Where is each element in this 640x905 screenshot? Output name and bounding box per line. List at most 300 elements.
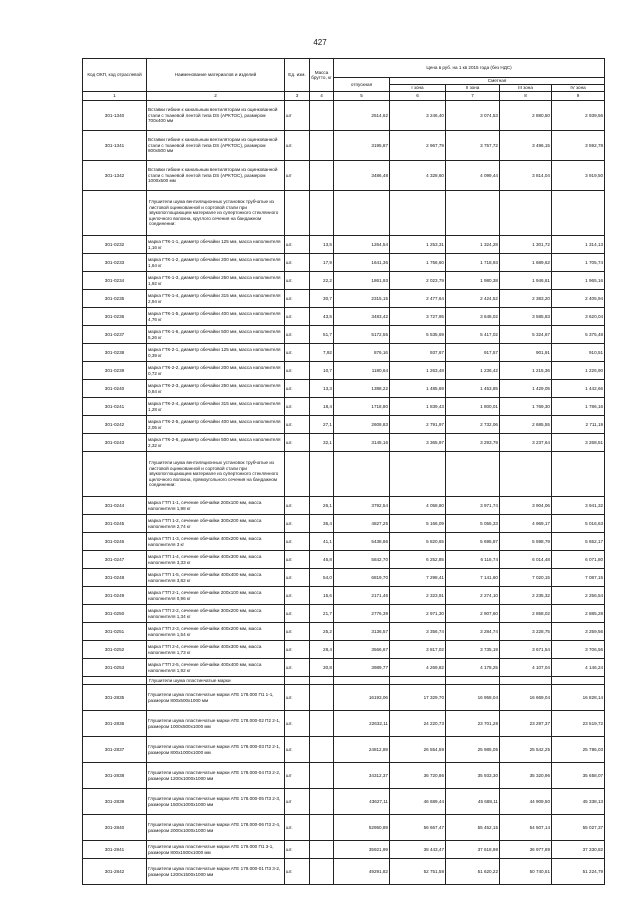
row-zone-3-price: 2 858,02 xyxy=(500,605,552,623)
row-mass xyxy=(310,859,334,885)
column-number: 3 xyxy=(285,92,310,101)
row-zone-2-price: 35 933,30 xyxy=(446,763,500,789)
table-row xyxy=(83,380,605,398)
row-mass: 15,6 xyxy=(310,587,334,605)
row-mass xyxy=(310,711,334,737)
row-mass: 17,9 xyxy=(310,254,334,272)
row-zone-2-price: 2 732,06 xyxy=(446,416,500,434)
row-unit: шт. xyxy=(285,737,310,763)
row-zone-4-price: 1 226,90 xyxy=(552,362,605,380)
row-release-price: 3792,54 xyxy=(334,497,390,515)
row-name: Глушители шума пластинчатые марки АТЕ 178.000-05 П3 2-3, размером 1500х1000х1000 мм xyxy=(147,789,285,815)
row-zone-4-price xyxy=(552,191,605,236)
row-name: Глушители шума пластинчатые марки АТЕ 178.000 П1 1-1, размером 800х500х1000 мм xyxy=(147,685,285,711)
row-zone-2-price: 23 701,28 xyxy=(446,711,500,737)
row-zone-3-price: 4 969,17 xyxy=(500,515,552,533)
column-number: 9 xyxy=(552,92,605,101)
row-zone-2-price: 5 417,02 xyxy=(446,326,500,344)
row-unit: шт. xyxy=(285,587,310,605)
row-code xyxy=(83,191,147,236)
row-zone-1-price: 7 298,41 xyxy=(390,569,446,587)
row-zone-3-price: 44 909,50 xyxy=(500,789,552,815)
row-release-price: 3566,67 xyxy=(334,641,390,659)
row-zone-2-price xyxy=(446,677,500,685)
row-unit: шт. xyxy=(285,711,310,737)
row-unit xyxy=(285,191,310,236)
row-release-price: 3989,77 xyxy=(334,659,390,677)
column-number: 8 xyxy=(500,92,552,101)
row-release-price: 49291,82 xyxy=(334,859,390,885)
row-zone-1-price: 56 667,47 xyxy=(390,815,446,841)
row-zone-1-price: 36 720,86 xyxy=(390,763,446,789)
row-name: марка ГТП 2-4, сечение обечайки 400х300 мм, масса наполнителя 1,73 кг xyxy=(147,641,285,659)
row-zone-3-price: 3 814,04 xyxy=(500,161,552,191)
row-zone-4-price: 5 016,63 xyxy=(552,515,605,533)
row-code: 301-0253 xyxy=(83,659,147,677)
row-zone-3-price: 2 880,50 xyxy=(500,101,552,131)
row-name: марка ГТП 1-4, сечение обечайки 400х300 мм, масса наполнителя 3,33 кг xyxy=(147,551,285,569)
row-zone-1-price: 2 791,97 xyxy=(390,416,446,434)
row-zone-4-price: 2 939,56 xyxy=(552,101,605,131)
row-mass xyxy=(310,161,334,191)
row-zone-1-price: 2 477,64 xyxy=(390,290,446,308)
row-name: Глушители шума пластинчатые марки АТЕ 178.000-06 П3 2-4, размером 2000х1000х1000 мм xyxy=(147,815,285,841)
row-zone-3-price: 3 585,83 xyxy=(500,308,552,326)
row-zone-4-price: 3 259,56 xyxy=(552,623,605,641)
row-release-price: 2514,62 xyxy=(334,101,390,131)
row-name: Глушители шума пластинчатые марки АТЕ 178.000-04 П3 2-2, размером 1200х1000х1000 мм xyxy=(147,763,285,789)
row-zone-1-price: 1 485,69 xyxy=(390,380,446,398)
row-unit: шт. xyxy=(285,569,310,587)
row-zone-2-price: 7 141,60 xyxy=(446,569,500,587)
row-mass xyxy=(310,685,334,711)
row-zone-4-price: 2 711,19 xyxy=(552,416,605,434)
row-zone-1-price: 937,67 xyxy=(390,344,446,362)
row-release-price: 3483,42 xyxy=(334,308,390,326)
row-zone-3-price: 3 228,75 xyxy=(500,623,552,641)
row-name: Глушители шума пластинчатые марки АТЕ 179.000 П1 3-1, размером 800х1500х1000 мм xyxy=(147,841,285,859)
row-code xyxy=(83,452,147,497)
table-row xyxy=(83,659,605,677)
row-code: 301-0249 xyxy=(83,587,147,605)
row-zone-4-price: 1 965,16 xyxy=(552,272,605,290)
row-zone-2-price: 1 980,38 xyxy=(446,272,500,290)
row-zone-1-price: 3 365,97 xyxy=(390,434,446,452)
row-release-price: 52950,89 xyxy=(334,815,390,841)
table-row xyxy=(83,254,605,272)
row-zone-1-price: 3 246,40 xyxy=(390,101,446,131)
row-release-price: 3486,48 xyxy=(334,161,390,191)
row-unit: шт. xyxy=(285,272,310,290)
row-name: марка ГТК-2-3, диаметр обечайки 250 мм, масса наполнителя 0,84 кг xyxy=(147,380,285,398)
row-zone-4-price: 16 828,14 xyxy=(552,685,605,711)
row-name: марка ГТК-1-4, диаметр обечайки 315 мм, масса наполнителя 2,94 кг xyxy=(147,290,285,308)
row-zone-4-price: 3 592,78 xyxy=(552,131,605,161)
row-zone-4-price xyxy=(552,452,605,497)
row-zone-3-price: 1 429,05 xyxy=(500,380,552,398)
row-unit: шт. xyxy=(285,685,310,711)
row-zone-4-price: 23 519,72 xyxy=(552,711,605,737)
row-zone-2-price: 55 452,15 xyxy=(446,815,500,841)
row-name: Глушители шума пластинчатые марки xyxy=(147,677,285,685)
table-row xyxy=(83,416,605,434)
row-zone-2-price: 3 074,53 xyxy=(446,101,500,131)
row-name: марка ГТП 2-5, сечение обечайки 400х400 мм, масса наполнителя 1,92 кг xyxy=(147,659,285,677)
row-release-price: 34312,37 xyxy=(334,763,390,789)
row-mass xyxy=(310,131,334,161)
row-zone-1-price: 6 252,85 xyxy=(390,551,446,569)
row-unit: шт. xyxy=(285,533,310,551)
row-release-price: 16193,06 xyxy=(334,685,390,711)
row-mass: 18,4 xyxy=(310,398,334,416)
row-mass: 13,3 xyxy=(310,380,334,398)
row-name: Глушители шума вентиляционных установок трубчатые из листовой оцинкованной и сортовой стали при звукопоглощающем материале из супертонкого стеклянного щелочного волокна, круглого сечения на бандажном соединении: xyxy=(147,191,285,236)
row-name: марка ГТП 2-2, сечение обечайки 300х200 мм, масса наполнителя 1,34 кг xyxy=(147,605,285,623)
row-zone-1-price: 2 023,79 xyxy=(390,272,446,290)
row-code: 301-0246 xyxy=(83,533,147,551)
row-zone-3-price: 2 685,55 xyxy=(500,416,552,434)
row-unit: шт. xyxy=(285,131,310,161)
row-zone-4-price: 3 706,56 xyxy=(552,641,605,659)
row-unit: шт. xyxy=(285,659,310,677)
row-name: марка ГТП 2-3, сечение обечайки 400х200 мм, масса наполнителя 1,54 кг xyxy=(147,623,285,641)
row-zone-2-price: 4 099,44 xyxy=(446,161,500,191)
row-code: 301-0242 xyxy=(83,416,147,434)
row-zone-1-price: 52 751,58 xyxy=(390,859,446,885)
section-row xyxy=(83,452,605,497)
row-zone-2-price: 16 958,04 xyxy=(446,685,500,711)
row-code: 301-0252 xyxy=(83,641,147,659)
row-mass: 13,5 xyxy=(310,236,334,254)
row-unit: шт. xyxy=(285,236,310,254)
row-mass: 10,7 xyxy=(310,362,334,380)
row-release-price: 24812,89 xyxy=(334,737,390,763)
row-unit: шт. xyxy=(285,551,310,569)
row-zone-1-price: 2 323,91 xyxy=(390,587,446,605)
column-number: 7 xyxy=(446,92,500,101)
row-name: марка ГТК-2-5, диаметр обечайки 400 мм, масса наполнителя 2,05 кг xyxy=(147,416,285,434)
row-code: 301-2837 xyxy=(83,737,147,763)
row-release-price xyxy=(334,677,390,685)
table-row xyxy=(83,131,605,161)
header-unit: Ед. изм. xyxy=(285,59,310,92)
row-zone-2-price: 1 800,01 xyxy=(446,398,500,416)
row-release-price: 3195,87 xyxy=(334,131,390,161)
row-mass xyxy=(310,191,334,236)
table-row xyxy=(83,605,605,623)
row-release-price: 2315,15 xyxy=(334,290,390,308)
row-zone-1-price: 17 329,70 xyxy=(390,685,446,711)
row-zone-1-price: 5 166,09 xyxy=(390,515,446,533)
row-zone-1-price: 38 443,47 xyxy=(390,841,446,859)
row-zone-2-price: 3 735,19 xyxy=(446,641,500,659)
row-code: 301-0233 xyxy=(83,254,147,272)
row-name: Глушители шума вентиляционных установок трубчатые из листовой оцинкованной и сортовой стали при звукопоглощающем материале из супертонкого стеклянного щелочного волокна, прямоугольного сечения на бандажном соединении: xyxy=(147,452,285,497)
row-zone-3-price: 1 769,30 xyxy=(500,398,552,416)
row-release-price: 2776,39 xyxy=(334,605,390,623)
row-unit xyxy=(285,452,310,497)
row-release-price: 6819,70 xyxy=(334,569,390,587)
row-unit: шт. xyxy=(285,623,310,641)
row-mass: 25,2 xyxy=(310,623,334,641)
row-mass xyxy=(310,815,334,841)
row-release-price: 5172,55 xyxy=(334,326,390,344)
row-release-price xyxy=(334,191,390,236)
header-zone-1: I зона xyxy=(390,85,446,92)
row-zone-1-price: 1 253,31 xyxy=(390,236,446,254)
row-zone-3-price: 25 542,25 xyxy=(500,737,552,763)
row-zone-2-price: 3 971,74 xyxy=(446,497,500,515)
row-zone-1-price: 24 220,73 xyxy=(390,711,446,737)
table-row xyxy=(83,551,605,569)
row-zone-2-price: 1 324,28 xyxy=(446,236,500,254)
row-code: 301-0234 xyxy=(83,272,147,290)
table-row xyxy=(83,815,605,841)
row-name: марка ГТП 1-2, сечение обечайки 300х200 мм, масса наполнителя 2,74 кг xyxy=(147,515,285,533)
row-zone-3-price: 3 904,06 xyxy=(500,497,552,515)
row-zone-2-price: 2 274,10 xyxy=(446,587,500,605)
row-code: 301-0241 xyxy=(83,398,147,416)
row-mass xyxy=(310,841,334,859)
row-mass: 32,1 xyxy=(310,434,334,452)
row-zone-3-price xyxy=(500,452,552,497)
header-price-group: Цена в руб. на 1 кв 2015 года (без НДС) xyxy=(334,59,605,78)
row-zone-4-price: 51 224,79 xyxy=(552,859,605,885)
row-code: 301-0236 xyxy=(83,308,147,326)
row-zone-4-price: 1 442,66 xyxy=(552,380,605,398)
row-zone-1-price: 26 554,59 xyxy=(390,737,446,763)
table-row xyxy=(83,398,605,416)
row-release-price: 3145,16 xyxy=(334,434,390,452)
table-row xyxy=(83,711,605,737)
row-mass: 30,7 xyxy=(310,290,334,308)
table-row xyxy=(83,859,605,885)
row-zone-4-price: 4 146,24 xyxy=(552,659,605,677)
row-zone-1-price: 1 839,43 xyxy=(390,398,446,416)
row-zone-1-price: 2 971,30 xyxy=(390,605,446,623)
row-mass: 22,2 xyxy=(310,272,334,290)
row-release-price: 2608,83 xyxy=(334,416,390,434)
page-number: 427 xyxy=(313,38,327,47)
row-mass: 7,92 xyxy=(310,344,334,362)
table-row xyxy=(83,434,605,452)
row-unit: шт. xyxy=(285,515,310,533)
table-row xyxy=(83,587,605,605)
row-zone-3-price: 5 324,67 xyxy=(500,326,552,344)
row-code: 301-0248 xyxy=(83,569,147,587)
row-zone-4-price: 1 705,74 xyxy=(552,254,605,272)
table-row xyxy=(83,623,605,641)
row-zone-1-price: 46 689,44 xyxy=(390,789,446,815)
table-row xyxy=(83,161,605,191)
price-table xyxy=(82,58,605,885)
row-mass: 26,1 xyxy=(310,497,334,515)
row-mass: 21,7 xyxy=(310,605,334,623)
row-release-price: 43627,11 xyxy=(334,789,390,815)
row-mass: 27,1 xyxy=(310,416,334,434)
row-zone-4-price: 5 375,48 xyxy=(552,326,605,344)
row-code: 301-2842 xyxy=(83,859,147,885)
table-body xyxy=(83,101,605,885)
row-zone-3-price: 3 671,54 xyxy=(500,641,552,659)
row-zone-2-price: 51 620,22 xyxy=(446,859,500,885)
row-mass xyxy=(310,763,334,789)
row-mass xyxy=(310,677,334,685)
row-unit: шт. xyxy=(285,326,310,344)
row-zone-3-price: 6 014,48 xyxy=(500,551,552,569)
row-release-price: 1388,22 xyxy=(334,380,390,398)
row-release-price: 1861,93 xyxy=(334,272,390,290)
row-zone-3-price: 16 669,04 xyxy=(500,685,552,711)
row-code: 301-0238 xyxy=(83,344,147,362)
row-mass xyxy=(310,452,334,497)
table-row xyxy=(83,841,605,859)
row-name: марка ГТК-2-2, диаметр обечайки 200 мм, масса наполнителя 0,72 кг xyxy=(147,362,285,380)
row-release-price: 2171,46 xyxy=(334,587,390,605)
row-release-price: 3136,57 xyxy=(334,623,390,641)
row-zone-3-price: 23 297,37 xyxy=(500,711,552,737)
row-release-price: 1641,36 xyxy=(334,254,390,272)
table-row xyxy=(83,101,605,131)
row-code: 301-2840 xyxy=(83,815,147,841)
row-zone-4-price: 2 885,28 xyxy=(552,605,605,623)
row-unit: шт. xyxy=(285,859,310,885)
row-zone-2-price: 3 284,74 xyxy=(446,623,500,641)
row-unit: шт xyxy=(285,101,310,131)
row-zone-3-price: 901,91 xyxy=(500,344,552,362)
row-release-price: 35921,99 xyxy=(334,841,390,859)
row-zone-2-price: 5 055,33 xyxy=(446,515,500,533)
row-zone-4-price: 3 919,50 xyxy=(552,161,605,191)
row-zone-1-price: 4 058,80 xyxy=(390,497,446,515)
row-release-price: 1180,64 xyxy=(334,362,390,380)
row-unit: шт. xyxy=(285,362,310,380)
row-name: марка ГТК-1-3, диаметр обечайки 250 мм, масса наполнителя 1,92 кг xyxy=(147,272,285,290)
row-zone-4-price: 2 405,94 xyxy=(552,290,605,308)
row-release-price: 1264,54 xyxy=(334,236,390,254)
column-number: 5 xyxy=(334,92,390,101)
row-zone-3-price: 36 977,89 xyxy=(500,841,552,859)
row-zone-4-price: 3 268,51 xyxy=(552,434,605,452)
table-row xyxy=(83,272,605,290)
header-name: Наименование материалов и изделий xyxy=(147,59,285,92)
row-unit: шт. xyxy=(285,254,310,272)
row-name: Вставки гибкие к канальным вентиляторам из оцинкованной стали с тканевой лентой типа DS (АРКТОС), размером 800х500 мм xyxy=(147,131,285,161)
row-release-price: 5438,86 xyxy=(334,533,390,551)
row-zone-1-price xyxy=(390,191,446,236)
row-name: марка ГТК-2-4, диаметр обечайки 315 мм, масса наполнителя 1,28 кг xyxy=(147,398,285,416)
row-zone-1-price: 4 269,82 xyxy=(390,659,446,677)
row-code: 301-2836 xyxy=(83,711,147,737)
row-mass: 54,0 xyxy=(310,569,334,587)
row-code: 301-0243 xyxy=(83,434,147,452)
column-number: 1 xyxy=(83,92,147,101)
row-code xyxy=(83,677,147,685)
row-unit: шт. xyxy=(285,841,310,859)
row-zone-4-price: 5 652,17 xyxy=(552,533,605,551)
row-zone-3-price: 35 320,96 xyxy=(500,763,552,789)
row-name: Глушители шума пластинчатые марки АТЕ 179.000-01 П3 3-2, размером 1200х1500х1000 мм xyxy=(147,859,285,885)
row-zone-1-price xyxy=(390,452,446,497)
table-row xyxy=(83,236,605,254)
row-zone-2-price: 6 116,74 xyxy=(446,551,500,569)
row-code: 301-2838 xyxy=(83,763,147,789)
column-number-row xyxy=(83,92,605,101)
row-zone-3-price: 1 689,62 xyxy=(500,254,552,272)
table-row xyxy=(83,290,605,308)
row-release-price: 22632,11 xyxy=(334,711,390,737)
row-zone-1-price: 3 817,02 xyxy=(390,641,446,659)
row-unit: шт. xyxy=(285,497,310,515)
row-zone-3-price xyxy=(500,677,552,685)
row-zone-3-price: 3 496,15 xyxy=(500,131,552,161)
row-name: марка ГТП 1-5, сечение обечайки 400х400 мм, масса наполнителя 3,82 кг xyxy=(147,569,285,587)
row-zone-3-price xyxy=(500,191,552,236)
row-mass: 43,5 xyxy=(310,308,334,326)
row-unit: шт. xyxy=(285,344,310,362)
table-row xyxy=(83,344,605,362)
row-zone-3-price: 5 598,79 xyxy=(500,533,552,551)
row-code: 301-1342 xyxy=(83,161,147,191)
row-mass: 46,8 xyxy=(310,551,334,569)
row-zone-2-price: 2 907,60 xyxy=(446,605,500,623)
row-zone-4-price: 25 786,03 xyxy=(552,737,605,763)
row-zone-1-price: 5 820,65 xyxy=(390,533,446,551)
row-unit: шт. xyxy=(285,290,310,308)
row-zone-1-price: 3 356,74 xyxy=(390,623,446,641)
row-unit: шт. xyxy=(285,815,310,841)
row-zone-2-price: 45 688,11 xyxy=(446,789,500,815)
row-name: марка ГТК-2-6, диаметр обечайки 500 мм, масса наполнителя 2,32 кг xyxy=(147,434,285,452)
row-zone-1-price: 2 967,79 xyxy=(390,131,446,161)
row-zone-3-price: 4 107,04 xyxy=(500,659,552,677)
row-unit: шт. xyxy=(285,605,310,623)
row-zone-4-price: 2 256,54 xyxy=(552,587,605,605)
table-row xyxy=(83,763,605,789)
row-code: 301-2841 xyxy=(83,841,147,859)
row-zone-2-price: 1 718,93 xyxy=(446,254,500,272)
row-mass: 41,1 xyxy=(310,533,334,551)
row-mass: 30,8 xyxy=(310,659,334,677)
row-zone-4-price: 910,51 xyxy=(552,344,605,362)
row-unit: шт xyxy=(285,789,310,815)
row-name: марка ГТК-1-1, диаметр обечайки 125 мм, масса наполнителя 1,16 кг xyxy=(147,236,285,254)
table-row xyxy=(83,533,605,551)
row-code: 301-0247 xyxy=(83,551,147,569)
row-mass xyxy=(310,789,334,815)
row-name: марка ГТП 1-3, сечение обечайки 400х200 мм, масса наполнителя 3 кг xyxy=(147,533,285,551)
row-zone-4-price: 45 338,13 xyxy=(552,789,605,815)
header-zone-4: IV зона xyxy=(552,85,605,92)
row-unit: шт xyxy=(285,161,310,191)
row-release-price: 5842,70 xyxy=(334,551,390,569)
row-mass: 36,4 xyxy=(310,515,334,533)
row-zone-3-price: 1 946,61 xyxy=(500,272,552,290)
row-mass xyxy=(310,101,334,131)
row-zone-3-price: 3 237,64 xyxy=(500,434,552,452)
row-code: 301-2835 xyxy=(83,685,147,711)
row-zone-3-price: 50 740,51 xyxy=(500,859,552,885)
header-estimate: Сметная xyxy=(390,78,605,85)
row-name: Вставки гибкие к канальным вентиляторам из оцинкованной стали с тканевой лентой типа DS (АРКТОС), размером 700х400 мм xyxy=(147,101,285,131)
header-code: Код ОКП, код отраслевой xyxy=(83,59,147,92)
row-name: Глушители шума пластинчатые марки АТЕ 178.000-02 П2 2-1, размером 1000х500х1000 мм xyxy=(147,711,285,737)
table-row xyxy=(83,308,605,326)
row-zone-2-price: 25 985,05 xyxy=(446,737,500,763)
row-zone-3-price: 2 235,32 xyxy=(500,587,552,605)
row-zone-2-price: 4 178,25 xyxy=(446,659,500,677)
row-zone-2-price: 917,57 xyxy=(446,344,500,362)
